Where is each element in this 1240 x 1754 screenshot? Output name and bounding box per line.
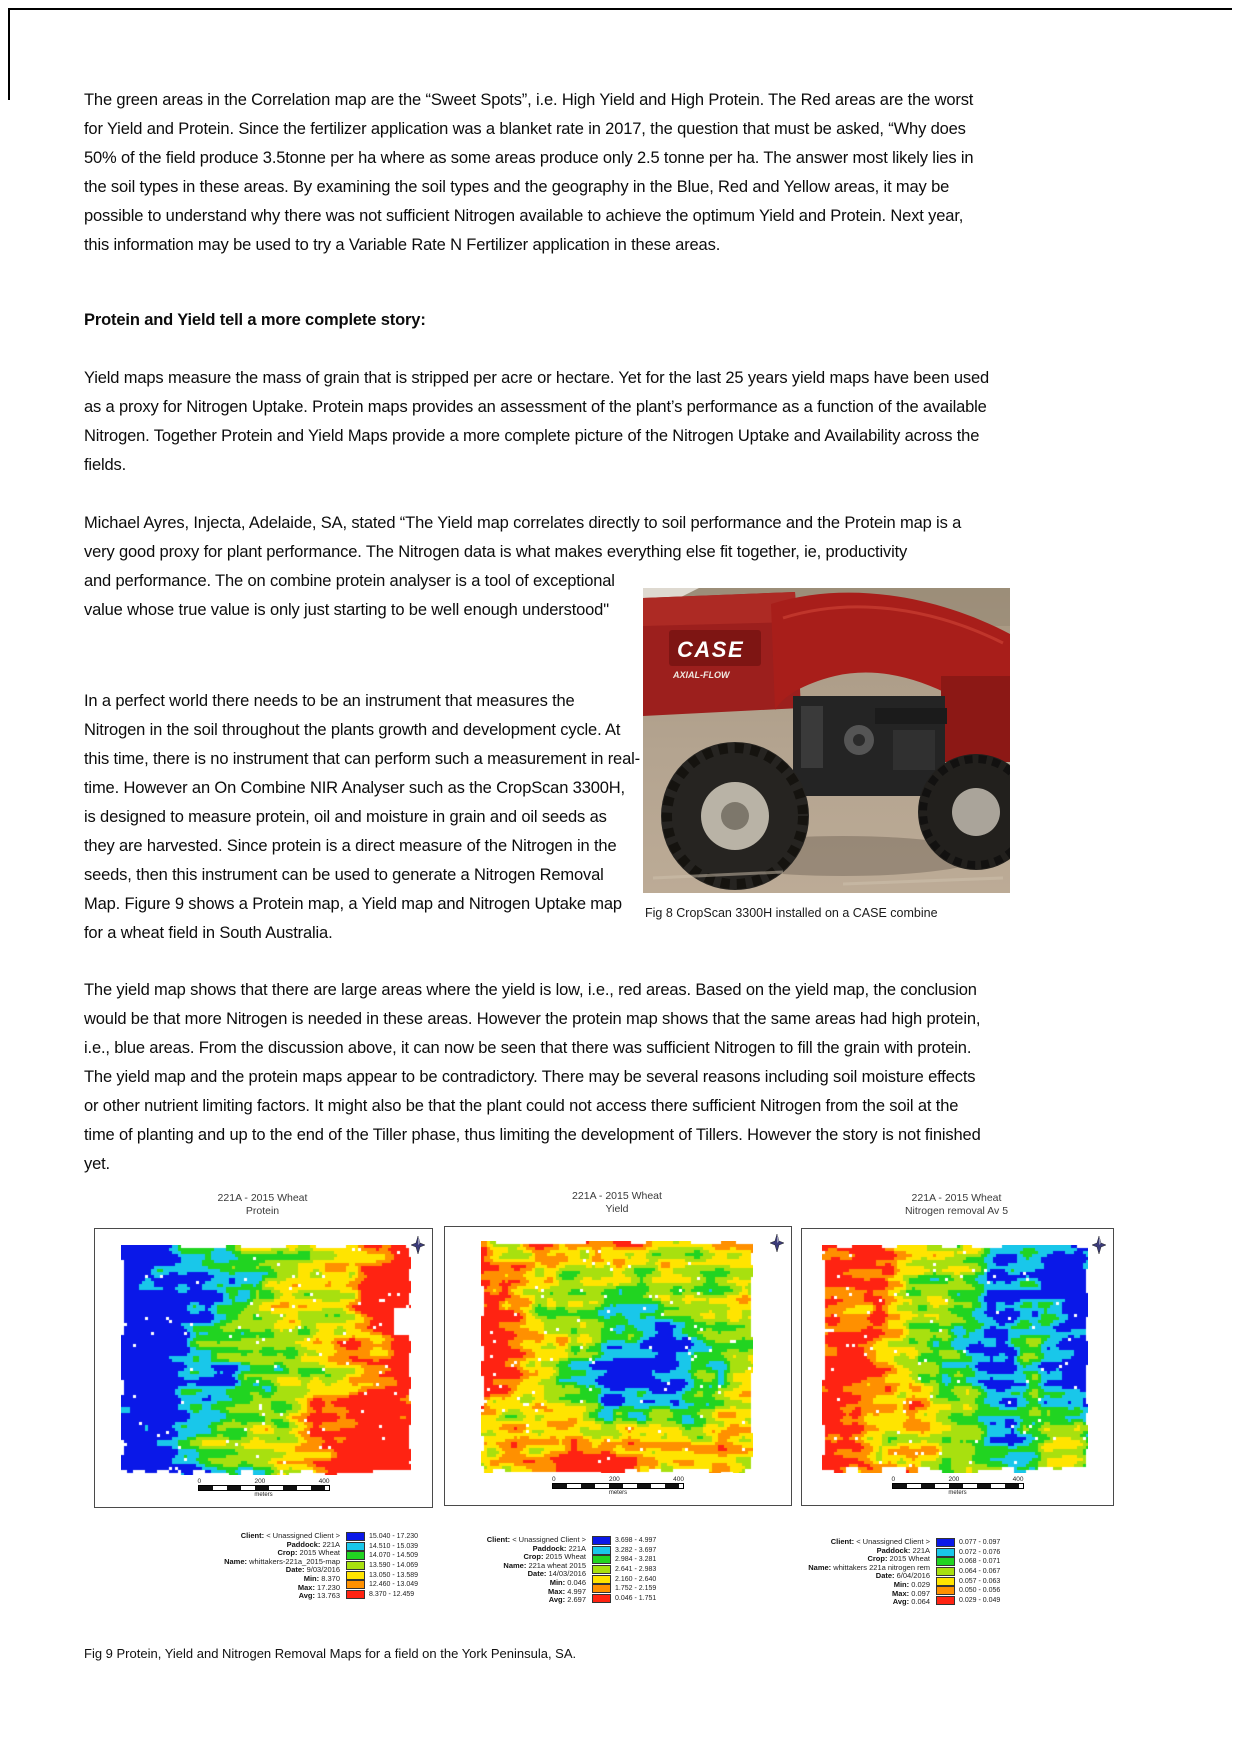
section-heading: Protein and Yield tell a more complete story: [84,311,426,329]
map3-title-line1: 221A - 2015 Wheat [911,1192,1002,1204]
paragraph-2: Yield maps measure the mass of grain that is stripped per acre or hectare. Yet for the last 25 years yield maps have been used as a proxy for Nitrogen Uptake. Protein maps provides an assessment of the plant’s performance as a function of the available Nitrogen. Together Protein and Yield Maps provide a more complete picture of the Nitrogen Uptake and Availability across the fields. [84,369,989,474]
legend-color-swatch [346,1532,365,1541]
legend-classes [936,1538,1000,1605]
map3-title [801,1192,1112,1217]
legend-info-row: Client: < Unassigned Client > [486,1535,586,1544]
map1-panel [94,1228,433,1508]
legend-color-swatch [592,1546,611,1555]
map-scalebar [198,1478,330,1499]
map3-title-line2: Nitrogen removal Av 5 [904,1204,1009,1217]
legend-color-swatch [936,1577,955,1586]
paragraph-1: The green areas in the Correlation map are the “Sweet Spots”, i.e. High Yield and High Protein. The Red areas are the worst for Yield and Protein. Since the fertilizer application was a blanket rate in 2017, the question that must be asked, “Why does 50% of the field produce 3.5tonne per ha where as some areas produce only 2.5 tonne per ha. The answer most likely lies in the soil types in these areas. By examining the soil types and the geography in the Blue, Red and Yellow areas, it may be possible to understand why there was not sufficient Nitrogen available to achieve the optimum Yield and Protein. Next year, this information may be used to try a Variable Rate N Fertilizer application in these areas. [84,91,974,254]
map-scalebar [552,1476,684,1497]
legend-classes [346,1532,418,1599]
map3-legend [762,1538,1000,1607]
yield-heatmap [481,1241,753,1473]
legend-info-row: Max: 4.997 [548,1586,586,1596]
legend-class-row: 0.050 - 0.056 [936,1586,1000,1596]
legend-info-row: Date: 6/04/2016 [875,1571,930,1581]
fig9-caption: Fig 9 Protein, Yield and Nitrogen Removal Maps for a field on the York Peninsula, SA. [84,1646,577,1661]
scalebar-unit: meters [948,1490,967,1496]
fig8-caption: Fig 8 CropScan 3300H installed on a CASE combine [645,906,938,920]
legend-color-swatch [936,1548,955,1557]
paragraph-3-wrapped: and performance. The on combine protein analyser is a tool of exceptional value whose true value is only just starting to be well enough understood" [84,572,615,619]
combine-photo-illustration [643,588,1010,893]
map1-title [94,1192,431,1217]
map-scalebar [892,1476,1024,1497]
legend-color-swatch [346,1551,365,1560]
legend-class-row: 14.510 - 15.039 [346,1542,418,1552]
combine-model-text: AXIAL-FLOW [673,670,730,680]
legend-color-swatch [592,1584,611,1593]
legend-class-row: 0.072 - 0.076 [936,1548,1000,1558]
legend-info-row: Name: 221a wheat 2015 [503,1560,586,1570]
legend-color-swatch [592,1594,611,1603]
legend-info-row: Avg: 13.763 [298,1591,340,1601]
legend-color-swatch [346,1542,365,1551]
legend-class-row: 0.057 - 0.063 [936,1576,1000,1586]
paragraph-3-lead: Michael Ayres, Injecta, Adelaide, SA, stated “The Yield map correlates directly to soil performance and the Protein map is a very good proxy for plant performance. The Nitrogen data is what makes everything else fit together, ie, productivity [84,514,962,561]
legend-class-row: 3.698 - 4.997 [592,1536,656,1546]
legend-class-row: 13.590 - 14.069 [346,1561,418,1571]
legend-color-swatch [936,1586,955,1595]
legend-info-row: Min: 0.029 [893,1579,930,1589]
legend-info-row: Date: 14/03/2016 [527,1569,586,1579]
legend-color-swatch [592,1575,611,1584]
scalebar-unit: meters [608,1490,628,1496]
protein-heatmap [121,1245,411,1475]
legend-color-swatch [592,1555,611,1564]
legend-class-row: 3.282 - 3.697 [592,1546,656,1556]
legend-class-row: 2.160 - 2.640 [592,1574,656,1584]
legend-color-swatch [346,1571,365,1580]
scalebar-ticks: 0 200 400 [891,1476,1024,1483]
legend-info-row: Client: < Unassigned Client > [830,1537,930,1546]
legend-class-row: 0.077 - 0.097 [936,1538,1000,1548]
legend-info-row: Date: 9/03/2016 [285,1565,340,1575]
legend-info-row: Crop: 2015 Wheat [277,1548,340,1558]
legend-info-row: Name: whittakers-221a_2015-map [224,1556,340,1566]
legend-info [150,1532,340,1601]
legend-color-swatch [936,1557,955,1566]
scalebar-ticks: 0 200 400 [552,1476,684,1483]
legend-class-row: 2.641 - 2.983 [592,1565,656,1575]
legend-color-swatch [346,1561,365,1570]
legend-class-row: 0.046 - 1.751 [592,1594,656,1604]
legend-class-row: 12.460 - 13.049 [346,1580,418,1590]
legend-info-row: Crop: 2015 Wheat [867,1554,930,1564]
legend-color-swatch [592,1536,611,1545]
legend-info-row: Paddock: 221A [286,1539,340,1549]
legend-info-row: Paddock: 221A [876,1545,930,1555]
paragraph-5: The yield map shows that there are large areas where the yield is low, i.e., red areas. Based on the yield map, the conclusion would be that more Nitrogen is needed in these areas. However the protein map shows that the same areas had high protein, i.e., blue areas. From the discussion above, it can now be seen that there was sufficient Nitrogen to fill the grain with protein. The yield map and the protein maps appear to be contradictory. There may be several reasons including soil moisture effects or other nutrient limiting factors. It might also be that the plant could not access there sufficient Nitrogen from the soil at the time of planting and up to the end of the Tiller phase, thus limiting the development of Tillers. However the story is not finished yet. [84,981,981,1173]
legend-info-row: Avg: 0.064 [892,1597,930,1607]
legend-color-swatch [346,1580,365,1589]
legend-info-row: Name: whittakers 221a nitrogen rem [808,1562,930,1572]
legend-class-row: 0.029 - 0.049 [936,1596,1000,1606]
legend-color-swatch [936,1567,955,1576]
scalebar-unit: meters [254,1492,273,1498]
scalebar-ticks: 0 200 400 [197,1478,330,1485]
legend-info-row: Crop: 2015 Wheat [523,1552,586,1562]
legend-class-row: 0.064 - 0.067 [936,1567,1000,1577]
legend-info [420,1536,586,1605]
map3-panel [801,1228,1114,1506]
legend-class-row: 1.752 - 2.159 [592,1584,656,1594]
legend-info-row: Min: 8.370 [303,1573,340,1583]
map2-panel [444,1226,792,1506]
legend-color-swatch [936,1538,955,1547]
legend-classes [592,1536,656,1603]
map2-title-line2: Yield [605,1202,629,1215]
map2-title [444,1190,790,1215]
combine-brand-text: CASE [677,637,745,662]
paragraph-4: In a perfect world there needs to be an instrument that measures the Nitrogen in the soil throughout the plants growth and development cycle. At this time, there is no instrument that can perform such a measurement in real-time. However an On Combine NIR Analyser such as the CropScan 3300H, is designed to measure protein, oil and moisture in grain and oil seeds as they are harvested. Since protein is a direct measure of the Nitrogen in the seeds, then this instrument can be used to generate a Nitrogen Removal Map. Figure 9 shows a Protein map, a Yield map and Nitrogen Uptake map for a wheat field in South Australia. [84,692,640,942]
compass-icon [769,1233,785,1253]
legend-class-row: 2.984 - 3.281 [592,1555,656,1565]
legend-info-row: Min: 0.046 [549,1577,586,1587]
legend-color-swatch [346,1590,365,1599]
legend-info-row: Max: 0.097 [892,1588,930,1598]
legend-info-row: Max: 17.230 [297,1582,340,1592]
compass-icon [410,1235,426,1255]
fig8-combine-photo [643,588,1010,893]
map1-legend [150,1532,418,1601]
legend-class-row: 15.040 - 17.230 [346,1532,418,1542]
legend-color-swatch [592,1565,611,1574]
map2-legend [420,1536,656,1605]
map1-title-line1: 221A - 2015 Wheat [217,1192,308,1204]
legend-color-swatch [936,1596,955,1605]
legend-info-row: Client: < Unassigned Client > [240,1531,340,1540]
legend-class-row: 0.068 - 0.071 [936,1557,1000,1567]
compass-icon [1091,1235,1107,1255]
legend-info-row: Avg: 2.697 [548,1595,586,1605]
nitrogen-removal-heatmap [822,1245,1088,1473]
legend-class-row: 8.370 - 12.459 [346,1590,418,1600]
map1-title-line2: Protein [245,1204,280,1217]
legend-class-row: 14.070 - 14.509 [346,1551,418,1561]
map2-title-line1: 221A - 2015 Wheat [572,1190,662,1202]
legend-info [762,1538,930,1607]
legend-class-row: 13.050 - 13.589 [346,1570,418,1580]
legend-info-row: Paddock: 221A [532,1543,586,1553]
